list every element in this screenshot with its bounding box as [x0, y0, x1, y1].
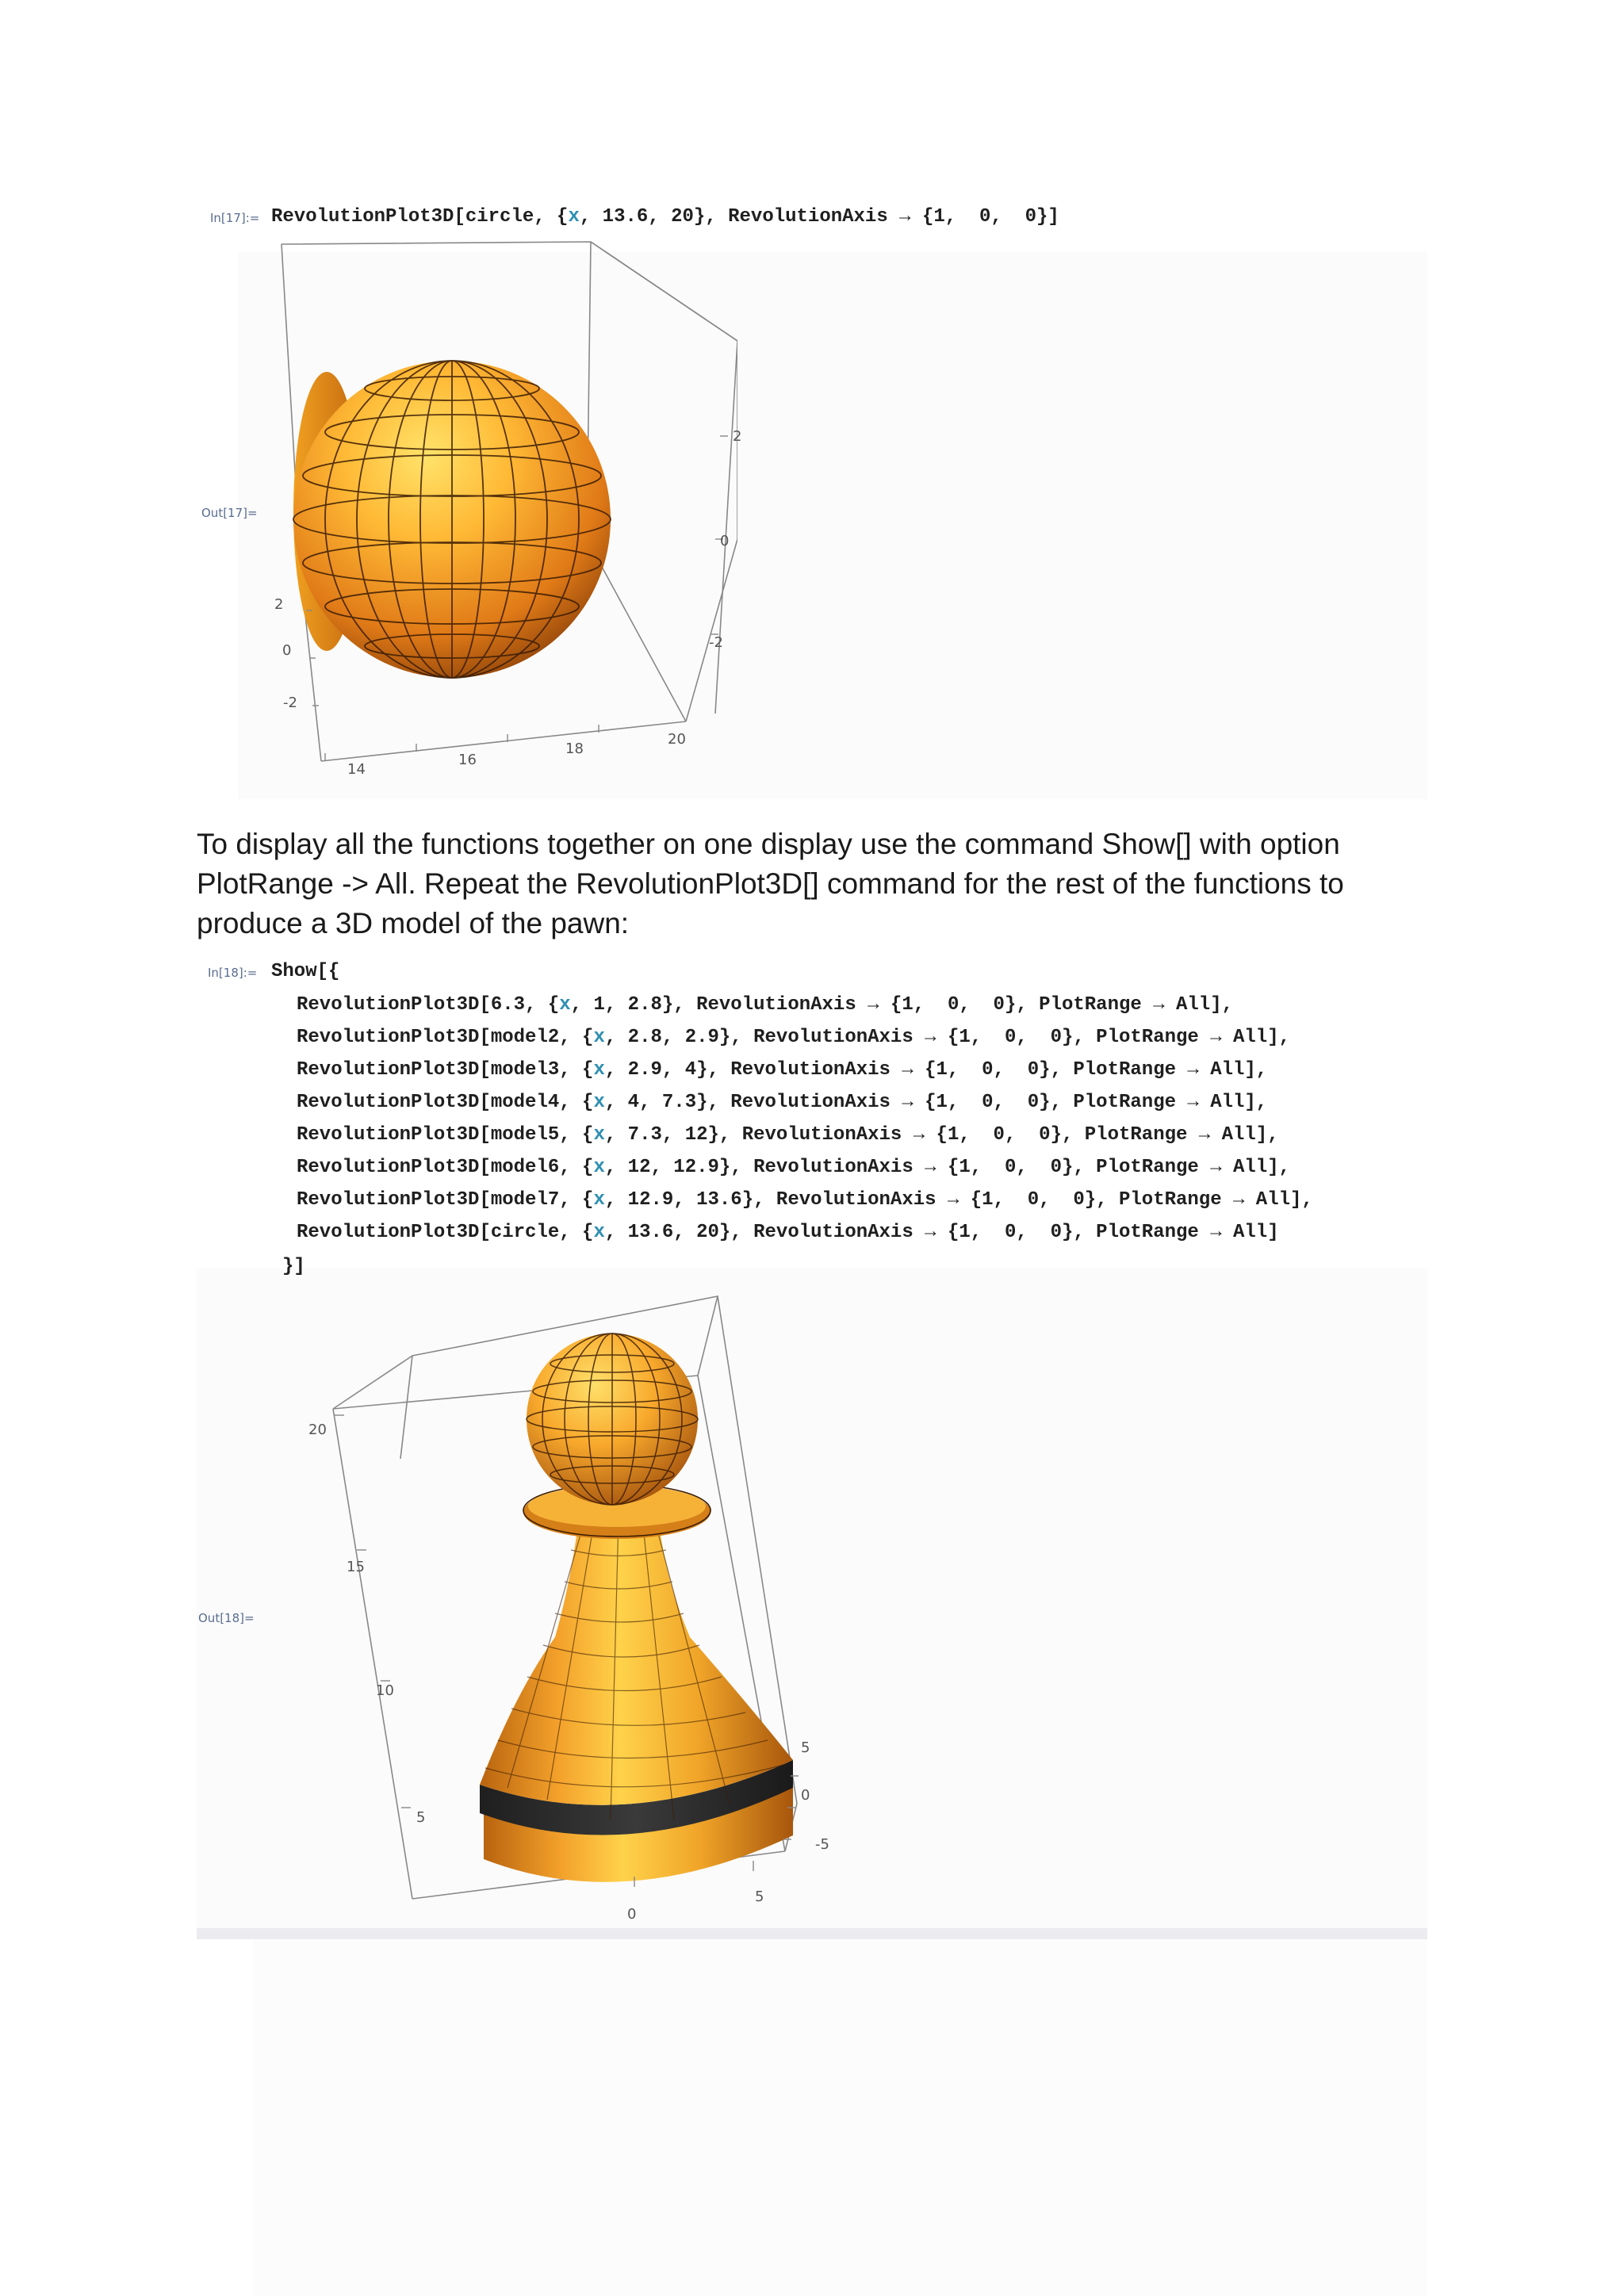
pawn-body: [480, 1518, 793, 1805]
code-pre: RevolutionPlot3D[model6, {: [297, 1157, 594, 1178]
code-line[interactable]: [297, 1027, 1290, 1048]
code-rest: , 13.6, 20}, RevolutionAxis → {1, 0, 0}]: [579, 206, 1059, 228]
code-post: , 2.8, 2.9}, RevolutionAxis → {1, 0, 0}, PlotRange → All],: [604, 1027, 1291, 1048]
tick-label: 10: [376, 1682, 394, 1699]
out-label-18: Out[18]=: [198, 1611, 255, 1625]
code-line[interactable]: [297, 1157, 1290, 1178]
tick-label: 14: [347, 761, 366, 778]
code-show-close[interactable]: }]: [282, 1256, 305, 1277]
code-post: , 2.9, 4}, RevolutionAxis → {1, 0, 0}, PlotRange → All],: [604, 1059, 1268, 1081]
body-paragraph: To display all the functions together on one display use the command Show[] with option PlotRange -> All. Repeat the RevolutionPlot3D[] command for the rest of the functions to produce a 3D model of the pawn:: [197, 828, 1344, 939]
code-fn: RevolutionPlot3D[circle, {: [271, 206, 569, 228]
tick-label: 20: [668, 731, 686, 748]
tick-label: 5: [416, 1809, 426, 1826]
code-line[interactable]: [297, 994, 1233, 1016]
code-pre: RevolutionPlot3D[model4, {: [297, 1092, 594, 1113]
code-var: x: [559, 994, 571, 1016]
code-post: , 12, 12.9}, RevolutionAxis → {1, 0, 0}, PlotRange → All],: [604, 1157, 1291, 1178]
tick-label: 20: [308, 1422, 327, 1438]
code-post: , 7.3, 12}, RevolutionAxis → {1, 0, 0}, PlotRange → All],: [604, 1124, 1279, 1146]
code-line[interactable]: [297, 1059, 1267, 1081]
code-cell-17[interactable]: [271, 206, 1059, 228]
code-post: , 4, 7.3}, RevolutionAxis → {1, 0, 0}, PlotRange → All],: [604, 1092, 1268, 1113]
code-pre: RevolutionPlot3D[model2, {: [297, 1027, 594, 1048]
out-label-17: Out[17]=: [201, 506, 258, 520]
tick-label: 0: [801, 1787, 810, 1804]
code-pre: RevolutionPlot3D[model7, {: [297, 1189, 594, 1211]
pawn-plot[interactable]: [317, 1280, 825, 1915]
code-var: x: [593, 1059, 605, 1081]
in-label-17: In[17]:=: [210, 211, 260, 225]
code-post: , 1, 2.8}, RevolutionAxis → {1, 0, 0}, PlotRange → All],: [570, 994, 1234, 1016]
code-line[interactable]: [297, 1222, 1279, 1243]
code-line[interactable]: [297, 1189, 1313, 1211]
tick-label: 18: [565, 740, 584, 757]
code-var: x: [593, 1027, 605, 1048]
code-var: x: [593, 1092, 605, 1113]
code-pre: RevolutionPlot3D[model5, {: [297, 1124, 594, 1146]
tick-label: 15: [347, 1559, 365, 1575]
tick-label: 2: [274, 596, 284, 613]
sphere-plot[interactable]: [230, 238, 737, 793]
code-post: , 13.6, 20}, RevolutionAxis → {1, 0, 0}, PlotRange → All]: [604, 1222, 1279, 1243]
tick-label: 5: [801, 1739, 810, 1756]
tick-label: 16: [458, 752, 477, 768]
tick-label: 5: [755, 1888, 764, 1905]
tick-label: -5: [815, 1836, 829, 1853]
code-var: x: [593, 1124, 605, 1146]
code-line[interactable]: [297, 1092, 1267, 1113]
code-var: x: [568, 206, 580, 228]
code-post: , 12.9, 13.6}, RevolutionAxis → {1, 0, 0}, PlotRange → All],: [604, 1189, 1313, 1211]
tick-label: -2: [709, 634, 723, 651]
code-pre: RevolutionPlot3D[6.3, {: [297, 994, 560, 1016]
tick-label: -2: [283, 695, 297, 711]
in-label-18: In[18]:=: [208, 966, 258, 980]
code-pre: RevolutionPlot3D[model3, {: [297, 1059, 594, 1081]
code-line[interactable]: [297, 1124, 1279, 1146]
tick-label: 2: [733, 428, 742, 445]
lower-panel: [254, 1939, 1427, 2296]
code-pre: RevolutionPlot3D[circle, {: [297, 1222, 594, 1243]
tick-label: 0: [720, 533, 730, 549]
code-var: x: [593, 1157, 605, 1178]
tick-label: 0: [627, 1906, 637, 1923]
code-var: x: [593, 1222, 605, 1243]
code-show-open[interactable]: Show[{: [271, 961, 340, 982]
tick-label: 0: [282, 642, 292, 659]
code-var: x: [593, 1189, 605, 1211]
panel-separator: [197, 1928, 1427, 1939]
